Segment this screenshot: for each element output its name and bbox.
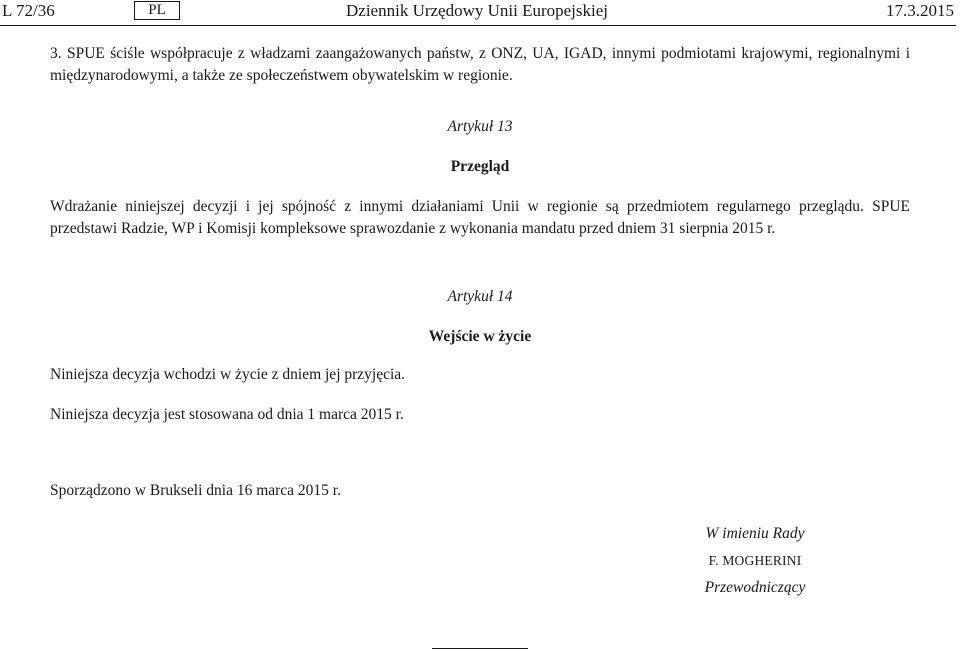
article-14-line-2: Niniejsza decyzja jest stosowana od dnia 1 marca 2015 r.	[50, 406, 404, 423]
signature-on-behalf: W imieniu Rady	[705, 525, 805, 542]
page-reference: L 72/36	[2, 1, 55, 20]
article-14-title: Wejście w życie	[428, 328, 532, 345]
publication-date: 17.3.2015	[886, 1, 954, 20]
language-badge: PL	[134, 1, 180, 20]
page-header	[0, 0, 960, 26]
footnote-rule	[432, 648, 528, 649]
journal-title: Dziennik Urzędowy Unii Europejskiej	[346, 1, 609, 20]
signatory-name: F. MOGHERINI	[708, 553, 802, 568]
article-14-line-1: Niniejsza decyzja wchodzi w życie z dniem jej przyjęcia.	[50, 366, 406, 383]
closing-statement: Sporządzono w Brukseli dnia 16 marca 2015 r.	[50, 482, 341, 499]
article-14-number: Artykuł 14	[447, 288, 513, 305]
article-13-title: Przegląd	[450, 158, 510, 175]
article-13-body: Wdrażanie niniejszej decyzji i jej spójność z innymi działaniami Unii w regionie są przedmiotem regularnego przeglądu. SPUE przedstawi Radzie, WP i Komisji kompleksowe sprawozdanie z wykonania mandatu przed dniem 31 sierpnia 2015 r.	[50, 198, 910, 237]
header-rule	[0, 25, 956, 26]
paragraph-3: 3. SPUE ściśle współpracuje z władzami zaangażowanych państw, z ONZ, UA, IGAD, innymi podmiotami krajowymi, regionalnymi i międzynarodowymi, a także ze społeczeństwem obywatelskim w regionie.	[50, 45, 910, 84]
article-13-number: Artykuł 13	[447, 118, 513, 135]
signatory-role: Przewodniczący	[704, 579, 806, 596]
